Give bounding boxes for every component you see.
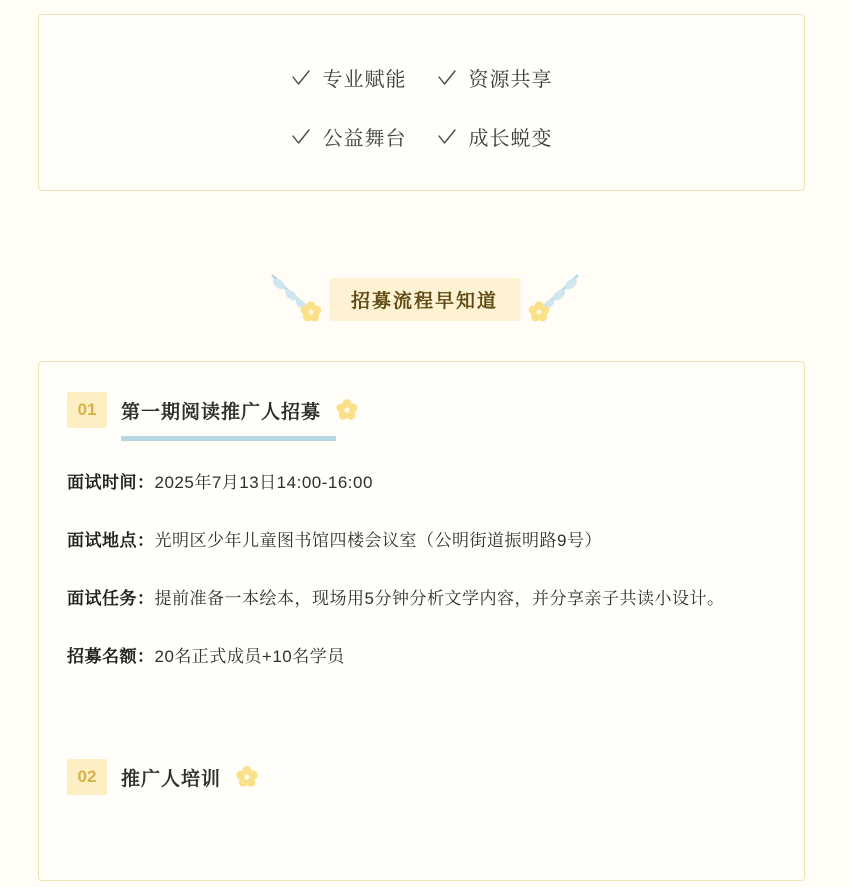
- section-banner-title: 招募流程早知道: [329, 278, 520, 321]
- check-icon: [437, 127, 457, 147]
- process-step: [39, 362, 804, 441]
- detail-value: 提前准备一本绘本，现场用5分钟分析文学内容，并分享亲子共读小设计。: [154, 589, 725, 608]
- step-detail-list: [39, 467, 804, 673]
- step-number-badge: 02: [67, 759, 107, 795]
- leaf-branch-flower-icon: [525, 270, 585, 328]
- detail-label: 面试时间：: [67, 473, 155, 492]
- check-icon: [291, 68, 311, 88]
- leaf-branch-flower-icon: [265, 270, 325, 328]
- step-title-underline: [121, 436, 336, 441]
- process-card: [38, 361, 805, 881]
- process-step-header: [67, 729, 776, 795]
- detail-row: [67, 525, 776, 557]
- detail-label: 面试地点：: [67, 531, 155, 550]
- feature-item: [437, 63, 553, 92]
- check-icon: [437, 68, 457, 88]
- feature-label: 成长蜕变: [468, 128, 553, 150]
- detail-value: 光明区少年儿童图书馆四楼会议室（公明街道振明路9号）: [154, 531, 602, 550]
- detail-value: 2025年7月13日14:00-16:00: [154, 473, 373, 492]
- step-number-badge: 01: [67, 392, 107, 428]
- feature-row: [39, 122, 804, 151]
- feature-item: [291, 63, 407, 92]
- features-card: [38, 14, 805, 191]
- check-icon: [291, 127, 311, 147]
- feature-row: [39, 63, 804, 92]
- detail-label: 面试任务：: [67, 589, 155, 608]
- step-title: 第一期阅读推广人招募: [121, 401, 322, 423]
- feature-label: 公益舞台: [322, 128, 407, 150]
- feature-label: 资源共享: [468, 69, 553, 91]
- flower-icon: [235, 765, 259, 789]
- process-step: [39, 729, 804, 795]
- detail-row: [67, 583, 776, 615]
- flower-icon: [335, 398, 359, 422]
- feature-item: [437, 122, 553, 151]
- detail-value: 20名正式成员+10名学员: [154, 647, 345, 666]
- detail-row: [67, 467, 776, 499]
- feature-label: 专业赋能: [322, 69, 407, 91]
- feature-item: [291, 122, 407, 151]
- section-banner: [0, 268, 849, 330]
- section-banner-inner: [265, 268, 585, 330]
- step-title: 推广人培训: [121, 768, 222, 790]
- detail-label: 招募名额：: [67, 647, 155, 666]
- detail-row: [67, 641, 776, 673]
- process-step-header: [67, 362, 776, 428]
